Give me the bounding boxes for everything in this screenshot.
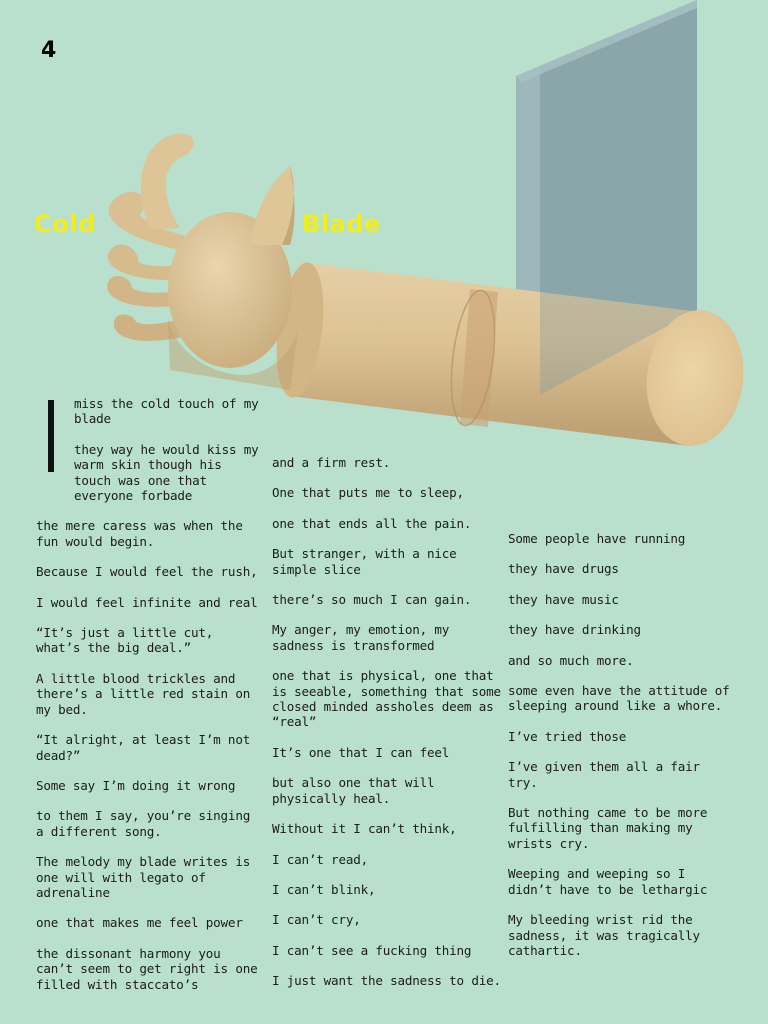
stanza: I would feel infinite and real [36,594,258,610]
poem-column-2 [272,455,504,1004]
stanza: they have music [508,591,619,607]
stanza: I can’t cry, [272,912,361,928]
stanza: they have drugs [508,561,619,577]
stanza: but also one that will physically heal. [272,775,435,806]
stanza: I can’t see a fucking thing [272,942,472,958]
stanza: My bleeding wrist rid the sadness, it was tragically cathartic. [508,912,700,958]
stanza: one that is physical, one that is seeable, something that some closed minded assholes deem as “real” [272,668,501,730]
poem-column-3 [508,531,730,973]
stanza: some even have the attitude of sleeping around like a whore. [508,683,730,714]
stanza: Some people have running [508,531,686,546]
stanza: I can’t blink, [272,881,376,897]
stanza: But stranger, with a nice simple slice [272,546,457,577]
stanza: there’s so much I can gain. [272,592,472,608]
stanza: they have drinking [508,622,641,638]
stanza: and so much more. [508,652,634,668]
hand [107,133,298,390]
stanza: one that makes me feel power [36,915,243,931]
stanza: A little blood trickles and there’s a little red stain on my bed. [36,670,251,717]
stanza: My anger, my emotion, my sadness is transformed [272,622,450,653]
title-word-cold: Cold [34,210,96,238]
stanza: Weeping and weeping so I didn’t have to be lethargic [508,866,708,897]
stanza: But nothing came to be more fulfilling than making my wrists cry. [508,805,708,851]
stanza: the dissonant harmony you can’t seem to get right is one filled with staccato’s [36,945,258,992]
stanza: the mere caress was when the fun would begin. [36,518,243,549]
stanza: I can’t read, [272,851,368,867]
poem-column-1 [36,396,264,1007]
stanza: they way he would kiss my warm skin though his touch was one that everyone forbade [74,441,259,504]
stanza: I just want the sadness to die. [272,973,501,989]
stanza: “It’s just a little cut, what’s the big deal.” [36,625,214,656]
stanza: and a firm rest. [272,455,391,470]
stanza: Because I would feel the rush, [36,564,258,580]
stanza: one that ends all the pain. [272,515,472,531]
stanza: I’ve tried those [508,728,627,744]
stanza: miss the cold touch of my blade [74,396,259,427]
stanza: Some say I’m doing it wrong [36,777,236,793]
stanza: The melody my blade writes is one will with legato of adrenaline [36,854,251,900]
stanza: I’ve given them all a fair try. [508,759,700,790]
title-word-blade: Blade [302,210,381,238]
stanza: One that puts me to sleep, [272,485,464,501]
stanza: “It alright, at least I’m not dead?” [36,732,251,763]
page-number: 4 [41,38,57,63]
drop-cap-i [48,400,54,472]
stanza: Without it I can’t think, [272,821,457,837]
stanza: to them I say, you’re singing a different song. [36,808,251,839]
stanza: It’s one that I can feel [272,744,450,760]
